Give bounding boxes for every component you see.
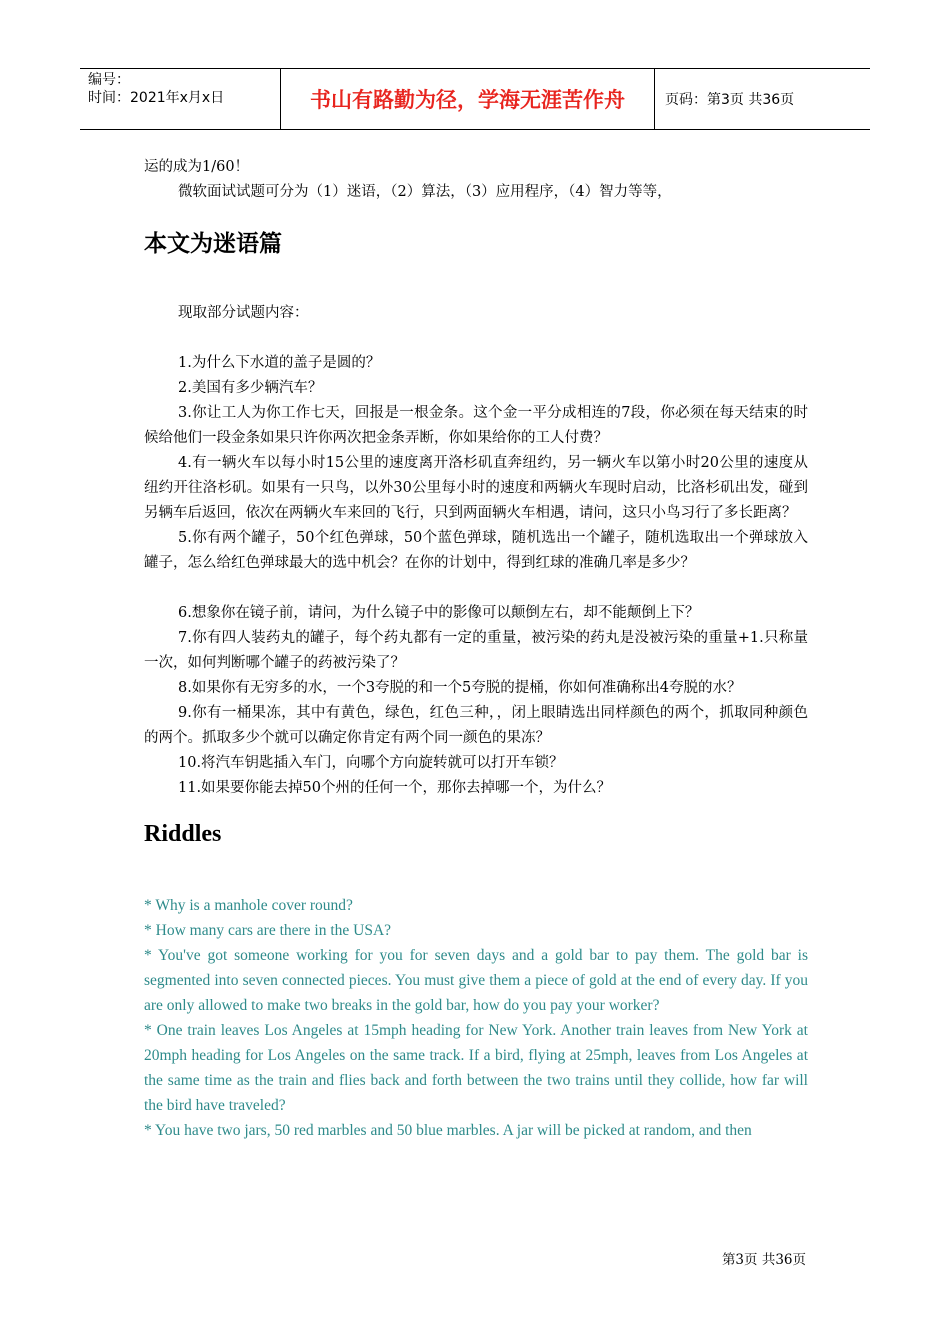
intro-line-2: 微软面试试题可分为（1）迷语，（2）算法，（3）应用程序，（4）智力等等， (178, 184, 672, 200)
riddle-item: * One train leaves Los Angeles at 15mph heading for New York. Another train leaves from New York at 20mph heading for Los Angeles on the same track. If a bird, flying at 25mph, leaves from Los Angeles at the same time as the train and flies back and forth between the two trains until they collide, how far will the bird have traveled? (144, 1022, 808, 1114)
time-label: 时间：2021年x月x日 (88, 90, 225, 106)
section-title-cn: 本文为迷语篇 (144, 231, 282, 257)
section-title-en: Riddles (144, 821, 222, 847)
question-item: 10.将汽车钥匙插入车门，向哪个方向旋转就可以打开车锁？ (178, 755, 564, 771)
page-header (80, 68, 870, 130)
question-item: 8.如果你有无穷多的水，一个3夸脱的和一个5夸脱的提桶，你如何准确称出4夸脱的水？ (178, 680, 742, 696)
intro-line-1: 运的成为1/60！ (144, 159, 250, 175)
header-motto: 书山有路勤为径，学海无涯苦作舟 (281, 69, 655, 129)
spacer (144, 326, 808, 351)
header-meta (80, 69, 281, 129)
header-page-code: 页码：第3页 共36页 (665, 92, 795, 108)
riddle-item: * Why is a manhole cover round? (144, 897, 353, 914)
question-item: 1.为什么下水道的盖子是圆的？ (178, 355, 381, 371)
document-body (144, 155, 808, 1143)
question-item: 6.想象你在镜子前，请问，为什么镜子中的影像可以颠倒左右，却不能颠倒上下？ (178, 605, 700, 621)
riddle-item: * How many cars are there in the USA? (144, 922, 392, 939)
question-item: 4.有一辆火车以每小时15公里的速度离开洛杉矶直奔纽约，另一辆火车以第小时20公里的速度从纽约开往洛杉矶。如果有一只鸟，以外30公里每小时的速度和两辆火车现时启动，比洛杉矶出发，碰到另辆车后返回，依次在两辆火车来回的飞行，只到两面辆火车相遇，请问，这只小鸟习行了多长距离？ (144, 455, 808, 521)
riddle-item: * You've got someone working for you for seven days and a gold bar to pay them. The gold bar is segmented into seven connected pieces. You must give them a piece of gold at the end of every day. If you are only allowed to make two breaks in the gold bar, how do you pay your worker? (144, 947, 808, 1014)
question-item: 5.你有两个罐子，50个红色弹球，50个蓝色弹球，随机选出一个罐子，随机选取出一个弹球放入罐子，怎么给红色弹球最大的选中机会？在你的计划中，得到红球的准确几率是多少？ (144, 530, 808, 571)
question-item: 9.你有一桶果冻，其中有黄色，绿色，红色三种，，闭上眼睛选出同样颜色的两个，抓取同种颜色的两个。抓取多少个就可以确定你肯定有两个同一颜色的果冻？ (144, 705, 808, 746)
lead-text: 现取部分试题内容： (178, 305, 309, 321)
question-item: 3.你让工人为你工作七天，回报是一根金条。这个金一平分成相连的7段，你必须在每天结束的时候给他们一段金条如果只许你两次把金条弄断，你如果给你的工人付费？ (144, 405, 808, 446)
question-item: 11.如果要你能去掉50个州的任何一个，那你去掉哪一个，为什么？ (178, 780, 612, 796)
riddle-item: * You have two jars, 50 red marbles and 50 blue marbles. A jar will be picked at random, and then (144, 1122, 752, 1139)
page-footer: 第3页 共36页 (721, 1252, 806, 1268)
spacer (144, 576, 808, 601)
number-label: 编号： (88, 72, 130, 88)
question-item: 2.美国有多少辆汽车？ (178, 380, 323, 396)
question-item: 7.你有四人装药丸的罐子，每个药丸都有一定的重量，被污染的药丸是没被污染的重量+1.只称量一次，如何判断哪个罐子的药被污染了？ (144, 630, 808, 671)
